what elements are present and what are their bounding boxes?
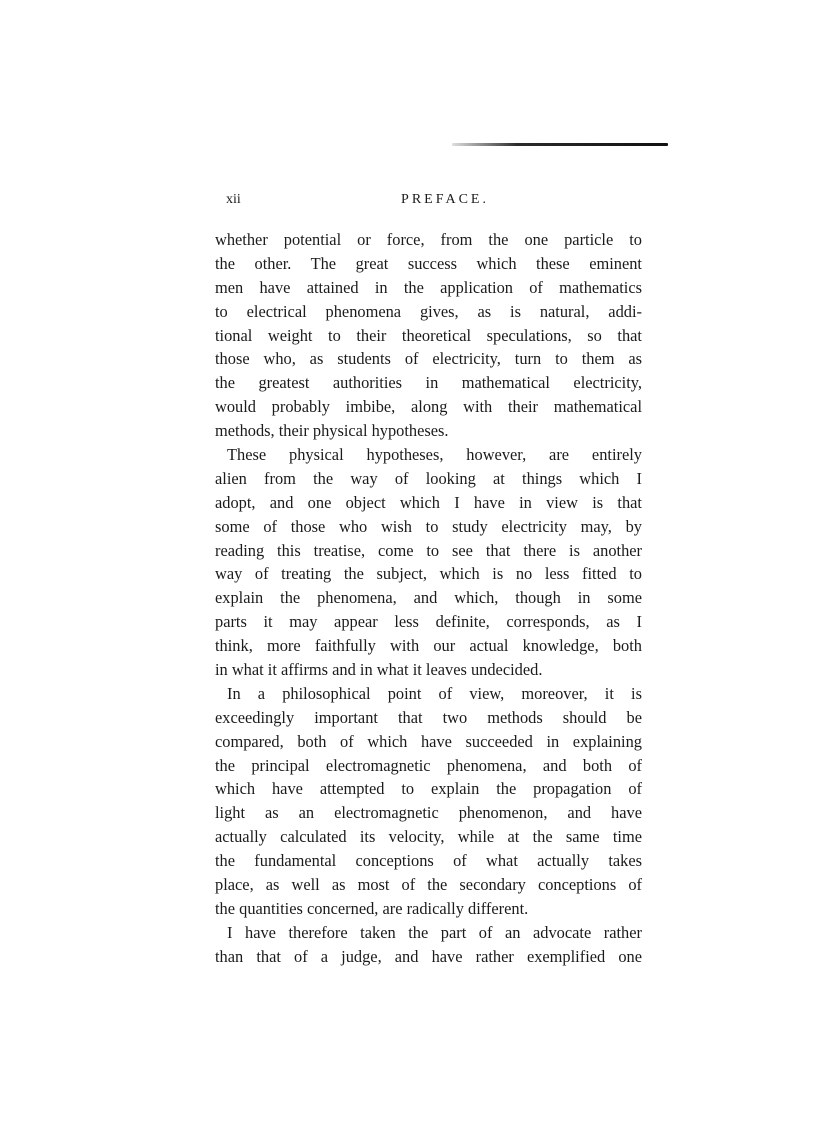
page-number: xii xyxy=(226,192,241,207)
text-line: the greatest authorities in mathematical electricity, xyxy=(215,373,642,393)
paragraph-end-line: the quantities concerned, are radically different. xyxy=(215,898,529,918)
text-line: explain the phenomena, and which, though in some xyxy=(215,588,642,608)
paragraph-end-line: in what it affirms and in what it leaves undecided. xyxy=(215,660,543,680)
text-line: tional weight to their theoretical speculations, so that xyxy=(215,325,642,345)
text-line: think, more faithfully with our actual knowledge, both xyxy=(215,636,642,656)
text-line: the fundamental conceptions of what actually takes xyxy=(215,851,642,871)
text-line: parts it may appear less definite, corresponds, as I xyxy=(215,612,642,632)
body-text xyxy=(215,228,642,969)
text-line: to electrical phenomena gives, as is natural, addi- xyxy=(215,301,642,321)
text-line: whether potential or force, from the one particle to xyxy=(215,230,642,249)
running-head xyxy=(226,192,640,212)
running-title: PREFACE. xyxy=(401,192,489,207)
paragraph-start-line: I have therefore taken the part of an advocate rather xyxy=(227,922,642,942)
text-line: light as an electromagnetic phenomenon, and have xyxy=(215,803,642,823)
paragraph-start-line: These physical hypotheses, however, are entirely xyxy=(227,445,642,465)
text-line: those who, as students of electricity, turn to them as xyxy=(215,349,642,369)
text-line: which have attempted to explain the propagation of xyxy=(215,779,642,799)
text-line: the other. The great success which these eminent xyxy=(215,253,642,273)
text-line: alien from the way of looking at things which I xyxy=(215,468,642,488)
text-line: would probably imbibe, along with their mathematical xyxy=(215,397,642,417)
text-line: adopt, and one object which I have in view is that xyxy=(215,492,642,512)
text-line: actually calculated its velocity, while at the same time xyxy=(215,827,642,847)
paragraph-end-line: methods, their physical hypotheses. xyxy=(215,421,449,441)
text-line: than that of a judge, and have rather exemplified one xyxy=(215,946,642,966)
paragraph-start-line: In a philosophical point of view, moreover, it is xyxy=(227,683,642,703)
text-line: compared, both of which have succeeded in explaining xyxy=(215,731,642,751)
top-rule xyxy=(452,143,668,146)
text-line: place, as well as most of the secondary conceptions of xyxy=(215,875,642,895)
text-line: the principal electromagnetic phenomena, and both of xyxy=(215,755,642,775)
text-line: exceedingly important that two methods should be xyxy=(215,707,642,727)
text-line: reading this treatise, come to see that there is another xyxy=(215,540,642,560)
text-line: men have attained in the application of mathematics xyxy=(215,277,642,297)
text-line: way of treating the subject, which is no less fitted to xyxy=(215,564,642,584)
text-line: some of those who wish to study electricity may, by xyxy=(215,516,642,536)
